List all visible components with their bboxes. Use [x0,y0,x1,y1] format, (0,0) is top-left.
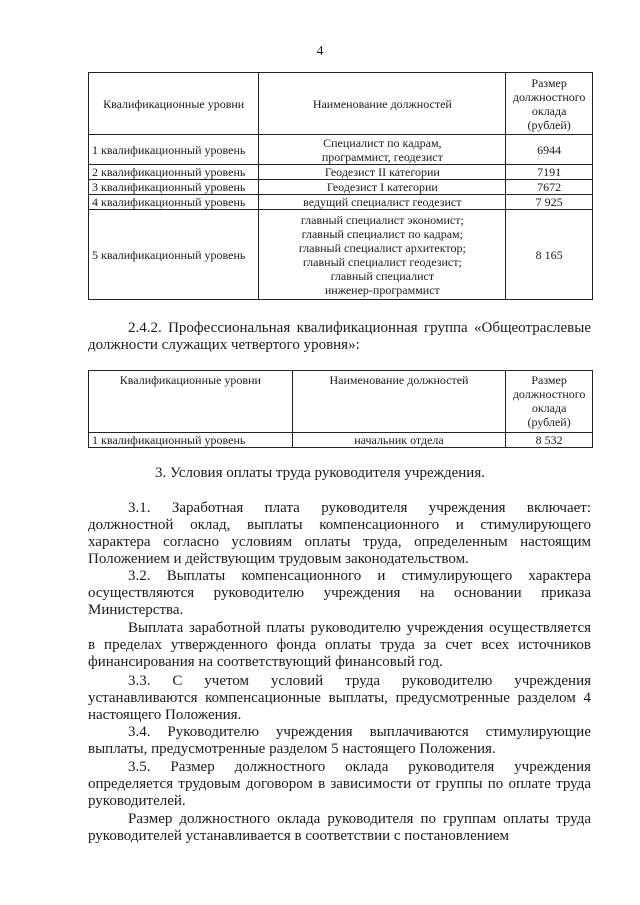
positions-cell: главный специалист экономист; главный специалист по кадрам; главный специалист архитектор; главный специалист геодезист; главный специалист инженер-программист [259,210,506,300]
table-row [89,210,593,300]
table-row [89,195,593,210]
salary-cell: 8 532 [506,433,593,448]
salary-cell: 8 165 [506,210,593,300]
salary-cell: 7191 [506,165,593,180]
paragraph-3-2: 3.2. Выплаты компенсационного и стимулирующего характера осуществляются руководителю учреждения на основании приказа Министерства. [88,568,591,618]
positions-cell: ведущий специалист геодезист [259,195,506,210]
level-cell: 4 квалификационный уровень [89,195,259,210]
positions-cell: начальник отдела [292,433,505,448]
positions-cell: Специалист по кадрам, программист, геодезист [259,135,506,165]
table-row [89,165,593,180]
header-position-names: Наименование должностей [292,371,505,433]
paragraph-3-2-salary: Выплата заработной платы руководителю учреждения осуществляется в пределах утвержденного фонда оплаты труда за счет всех источников финансирования на соответствующий финансовый год. [88,620,591,670]
salary-cell: 6944 [506,135,593,165]
table-header-row [89,73,593,135]
paragraph-3-5: 3.5. Размер должностного оклада руководителя учреждения определяется трудовым договором в зависимости от группы по оплате труда руководителей. [88,759,591,809]
salary-table-group-3 [88,72,593,300]
level-cell: 1 квалификационный уровень [89,433,293,448]
table-row [89,180,593,195]
positions-cell: Геодезист II категории [259,165,506,180]
section-3-title: 3. Условия оплаты труда руководителя учреждения. [155,465,485,481]
table-row [89,135,593,165]
salary-cell: 7 925 [506,195,593,210]
paragraph-3-4: 3.4. Руководителю учреждения выплачиваются стимулирующие выплаты, предусмотренные разделом 5 настоящего Положения. [88,724,591,757]
header-salary: Размер должностного оклада (рублей) [506,371,593,433]
table-row [89,433,593,448]
paragraph-3-5-groups: Размер должностного оклада руководителя по группам оплаты труда руководителей устанавливается в соответствии с постановлением [88,811,591,844]
section-2-4-2-text: 2.4.2. Профессиональная квалификационная группа «Общеотраслевые должности служащих четвертого уровня»: [88,320,591,353]
level-cell: 2 квалификационный уровень [89,165,259,180]
level-cell: 1 квалификационный уровень [89,135,259,165]
level-cell: 5 квалификационный уровень [89,210,259,300]
header-position-names: Наименование должностей [259,73,506,135]
salary-cell: 7672 [506,180,593,195]
header-qualification-levels: Квалификационные уровни [89,73,259,135]
paragraph-3-3: 3.3. С учетом условий труда руководителю учреждения устанавливаются компенсационные выплаты, предусмотренные разделом 4 настоящего Положения. [88,673,591,723]
salary-table-group-4 [88,370,593,448]
paragraph-3-1: 3.1. Заработная плата руководителя учреждения включает: должностной оклад, выплаты компенсационного и стимулирующего характера согласно условиям оплаты труда, определенным настоящим Положением и действующим трудовым законодательством. [88,500,591,567]
header-salary: Размер должностного оклада (рублей) [506,73,593,135]
table-header-row [89,371,593,433]
level-cell: 3 квалификационный уровень [89,180,259,195]
header-qualification-levels: Квалификационные уровни [89,371,293,433]
positions-cell: Геодезист I категории [259,180,506,195]
page-number: 4 [316,44,324,59]
